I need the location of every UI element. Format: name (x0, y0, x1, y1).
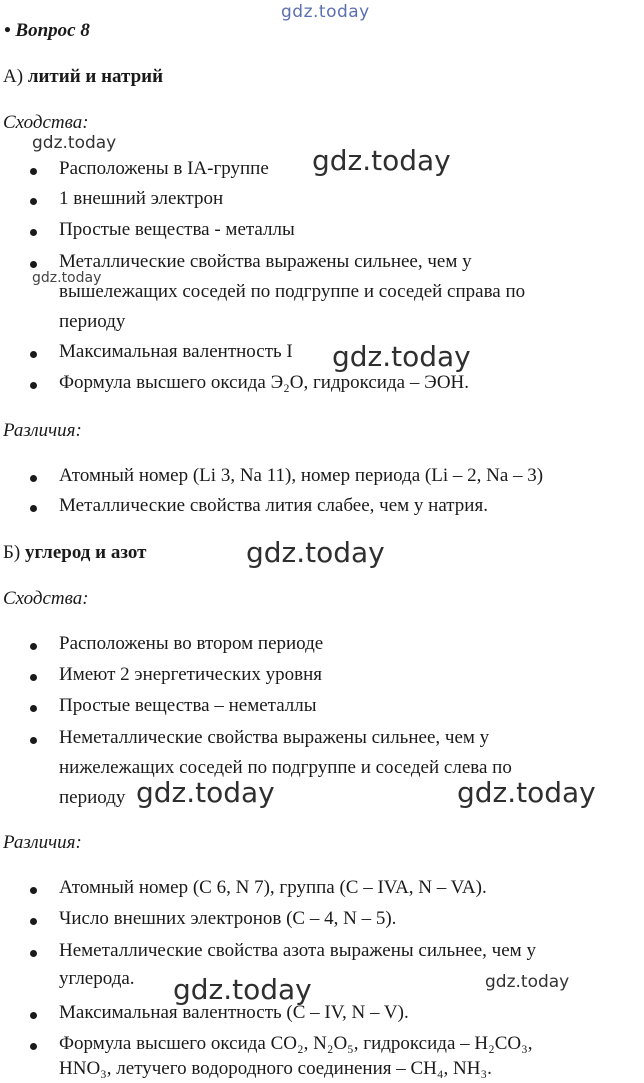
section-a-heading (3, 66, 163, 88)
bullet (30, 737, 37, 744)
bullet (30, 198, 37, 205)
list-item: Металлические свойства лития слабее, чем у натрия. (59, 495, 488, 516)
watermark: gdz.today (457, 776, 596, 809)
bullet (30, 505, 37, 512)
section-b-similarities-label: Сходства: (3, 588, 89, 609)
bullet (30, 475, 37, 482)
list-item-continuation: вышележащих соседей по подгруппе и соседей справа по (59, 281, 526, 302)
list-item: Простые вещества - металлы (59, 219, 295, 240)
bullet (30, 1012, 37, 1019)
list-item: Формула высшего оксида Э₂О, гидроксида – ЭОН. (59, 372, 470, 393)
list-item: Неметаллические свойства азота выражены сильнее, чем у (59, 940, 536, 961)
watermark: gdz.today (136, 776, 275, 809)
bullet (30, 1043, 37, 1050)
section-a-title: литий и натрий (27, 66, 164, 87)
question-title: • Вопрос 8 (4, 20, 90, 41)
bullet (30, 950, 37, 957)
section-a-similarities-label: Сходства: (3, 112, 89, 133)
list-item: Простые вещества – неметаллы (59, 695, 317, 716)
list-item: Расположены в IA-группе (59, 158, 269, 179)
list-item: Число внешних электронов (С – 4, N – 5). (59, 908, 397, 929)
bullet (30, 168, 37, 175)
list-item-continuation: углерода. (59, 968, 135, 989)
list-item: 1 внешний электрон (59, 188, 224, 209)
bullet (30, 382, 37, 389)
watermark: gdz.today (312, 144, 451, 177)
list-item (59, 251, 639, 273)
bullet (30, 887, 37, 894)
list-item: Атомный номер (С 6, N 7), группа (С – IVA, N – VA). (59, 877, 487, 898)
bullet (30, 261, 37, 268)
section-b-prefix: Б) (3, 542, 25, 563)
section-b-heading (3, 542, 146, 564)
section-b-differences-label: Различия: (3, 832, 82, 853)
list-item: Расположены во втором периоде (59, 633, 324, 654)
watermark: gdz.today (32, 270, 102, 286)
list-item: Атомный номер (Li 3, Na 11), номер периода (Li – 2, Na – 3) (59, 465, 544, 486)
list-item-continuation: периоду (59, 311, 126, 332)
list-item-continuation: периоду (59, 787, 126, 808)
bullet (30, 351, 37, 358)
bullet (30, 229, 37, 236)
list-item: Имеют 2 энергетических уровня (59, 664, 323, 685)
bullet (30, 705, 37, 712)
list-item: Формула высшего оксида CO₂, N₂O₅, гидроксида – H₂CO₃, (59, 1033, 533, 1054)
bullet (30, 918, 37, 925)
watermark-top: gdz.today (281, 2, 370, 22)
section-a-differences-label: Различия: (3, 420, 82, 441)
section-b-title: углерод и азот (25, 542, 147, 563)
list-item: Максимальная валентность I (59, 341, 293, 362)
list-item-continuation: HNO₃, летучего водородного соединения – CH₄, NH₃. (59, 1058, 492, 1079)
watermark: gdz.today (246, 536, 385, 569)
bullet (30, 674, 37, 681)
watermark: gdz.today (173, 973, 312, 1006)
list-item: Максимальная валентность (С – IV, N – V). (59, 1002, 409, 1023)
watermark: gdz.today (485, 972, 570, 992)
list-item-line: Металлические свойства выражены сильнее, чем у (59, 251, 472, 272)
watermark: gdz.today (32, 133, 117, 153)
list-item: Неметаллические свойства выражены сильнее, чем у (59, 727, 490, 748)
watermark: gdz.today (332, 340, 471, 373)
bullet (30, 643, 37, 650)
list-item-continuation: нижележащих соседей по подгруппе и соседей слева по (59, 757, 512, 778)
section-a-prefix: А) (3, 66, 28, 87)
